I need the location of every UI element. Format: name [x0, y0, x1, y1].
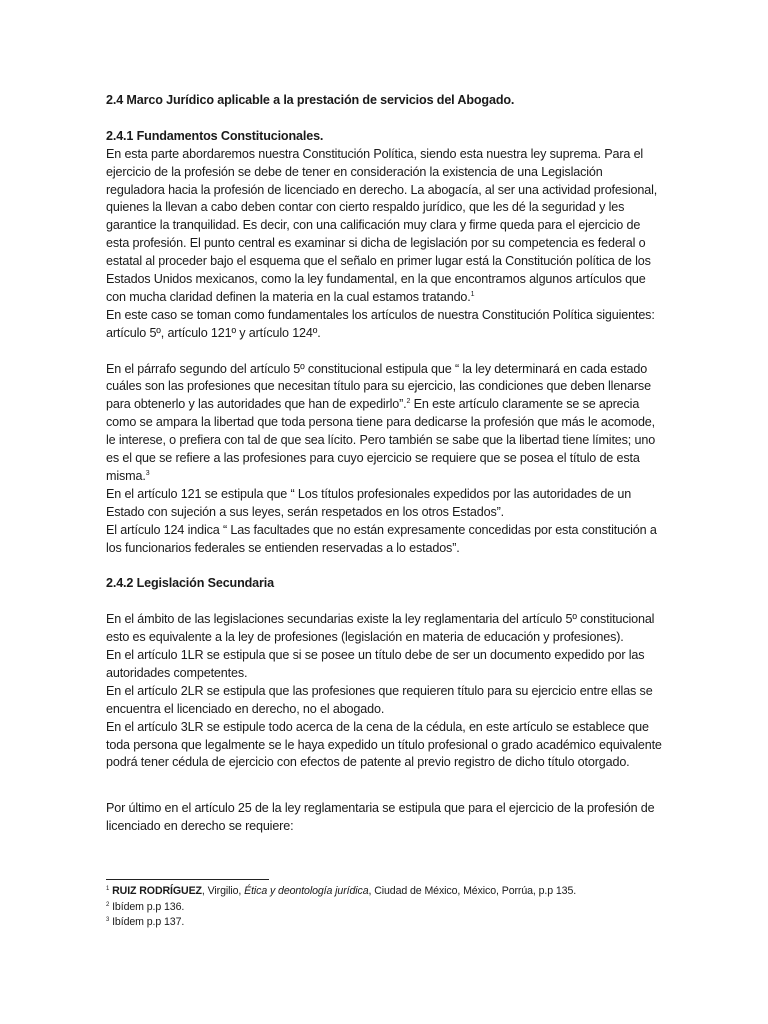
paragraph-text: En esta parte abordaremos nuestra Constitución Política, siendo esta nuestra ley suprema. Para el ejercicio de la profesión se debe de tener en consideración la existencia de una Legislación reguladora hacia la profesión de licenciado en derecho. La abogacía, al ser una actividad profesional, quienes la llevan a cabo deben contar con cierto respaldo jurídico, que les dé la seguridad y les garantice la tranquilidad. Es decir, con una calificación muy clara y firme queda para el ejercicio de esta profesión. El punto central es examinar si dicha de legislación por su competencia es federal o estatal al proceder bajo el esquema que el señalo en primer lugar está la Constitución política de los Estados Unidos mexicanos, como la ley fundamental, en la que encontramos algunos artículos que con mucha claridad definen la materia en la cual estamos tratando. — [106, 146, 658, 304]
footnote-text: Ibídem p.p 137. — [109, 916, 185, 928]
paragraph-text: En este artículo claramente se se aprecia como se ampara la libertad que toda persona tiene para dedicarse la profesión que más le acomode, le interese, o prefiera con tal de que sea lícito. Pero también se sabe que la libertad tiene límites; uno es el que se refiere a las profesiones para cuyo ejercicio se requiere que se posea el título de esta misma. — [106, 397, 656, 483]
footnote — [106, 884, 706, 900]
paragraph: En el ámbito de las legislaciones secundarias existe la ley reglamentaria del artículo 5º constitucional esto es equivalente a la ley de profesiones (legislación en materia de educación y profesiones). — [106, 612, 655, 645]
footnote-author: RUIZ RODRÍGUEZ — [112, 885, 202, 897]
footnote-ref: 3 — [145, 470, 150, 477]
paragraph: En el artículo 1LR se estipula que si se posee un título debe de ser un documento expedido por las autoridades competentes. — [106, 648, 645, 680]
footnote-book-title: Ética y deontología jurídica — [244, 885, 369, 897]
footnote-text: Ibídem p.p 136. — [109, 900, 185, 913]
document-body — [106, 92, 662, 836]
paragraph: Por último en el artículo 25 de la ley reglamentaria se estipula que para el ejercicio de la profesión de licenciado en derecho se requiere: — [106, 801, 655, 834]
footnote-text: , Virgilio, — [201, 885, 245, 897]
footnote — [106, 915, 706, 931]
paragraph: En el artículo 2LR se estipula que las profesiones que requieren título para su ejercicio entre ellas se encuentra el licenciado en derecho, no el abogado. — [106, 683, 653, 716]
paragraph: El artículo 124 indica “ Las facultades que no están expresamente concedidas por esta constitución a los funcionarios federales se entienden reservadas a lo estados”. — [106, 522, 657, 555]
footnote-number: 1 — [106, 886, 110, 892]
paragraph: En el artículo 121 se estipula que “ Los títulos profesionales expedidos por las autoridades de un Estado con sujeción a sus leyes, serán respetados en los otros Estados”. — [106, 486, 632, 519]
subsection-heading-secundaria: 2.4.2 Legislación Secundaria — [106, 576, 274, 591]
paragraph: En el artículo 3LR se estipule todo acerca de la cena de la cédula, en este artículo se establece que toda persona que legalmente se le haya expedido un título profesional o grado académico equivalente podrá tener cédula de ejercicio con efectos de patente al previo registro de dicho título otorgado. — [106, 719, 662, 770]
footnote-number: 3 — [106, 917, 110, 923]
footnote-text: , Ciudad de México, México, Porrúa, p.p 135. — [368, 885, 577, 897]
paragraph — [106, 361, 662, 486]
section-heading: 2.4 Marco Jurídico aplicable a la prestación de servicios del Abogado. — [106, 93, 515, 107]
paragraph: En este caso se toman como fundamentales los artículos de nuestra Constitución Política siguientes: artículo 5º, artículo 121º y artículo 124º. — [106, 307, 655, 340]
footnote-ref: 1 — [470, 290, 475, 298]
subsection-heading-constitucionales: 2.4.1 Fundamentos Constitucionales. — [106, 128, 324, 143]
footnote-number: 2 — [106, 901, 110, 908]
footnote — [106, 900, 706, 916]
paragraph — [106, 146, 662, 307]
footnote-divider — [106, 879, 269, 880]
footnote-ref: 2 — [406, 398, 411, 406]
footnotes — [106, 884, 706, 931]
paragraph-text: En el párrafo segundo del artículo 5º constitucional estipula que “ la ley determinará en cada estado cuáles son las profesiones que necesitan título para su ejercicio, las condiciones que deben llenarse para obtenerlo y las autoridades que han de expedirlo”. — [106, 361, 651, 412]
